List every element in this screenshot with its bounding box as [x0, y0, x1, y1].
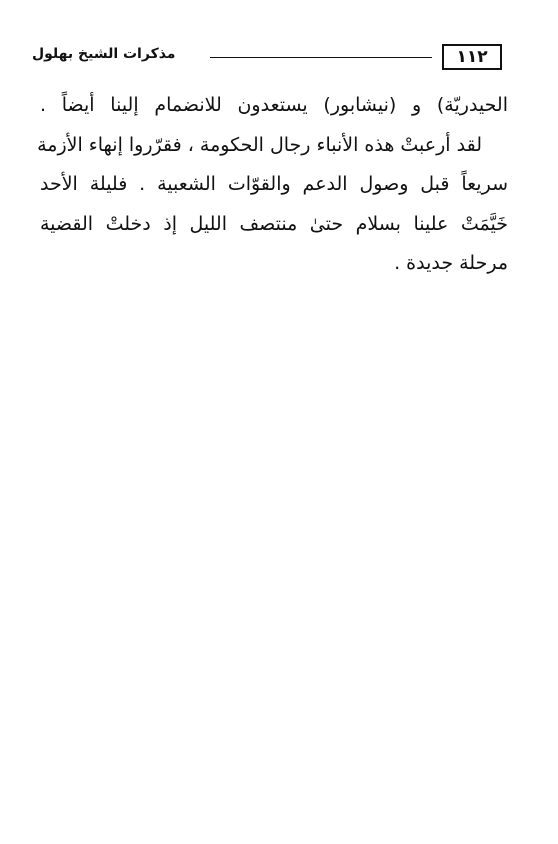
body-text — [37, 86, 508, 284]
text-line: خَيَّمَتْ علينا بسلام حتىٰ منتصف الليل إذ دخلتْ القضية — [40, 212, 508, 235]
header-divider — [210, 57, 432, 58]
text-line: مرحلة جديدة . — [394, 252, 508, 274]
page-number: ١١٢ — [442, 44, 502, 70]
text-line: الحيدريّة) و (نيشابور) يستعدون للانضمام إلينا أيضاً . — [40, 94, 508, 116]
book-title: مذكرات الشيخ بهلول — [32, 46, 176, 62]
text-line: سريعاً قبل وصول الدعم والقوّات الشعبية . فليلة الأحد — [40, 173, 508, 195]
text-line: لقد أرعبتْ هذه الأنباء رجال الحكومة ، فقرّروا إنهاء الأزمة — [37, 133, 482, 156]
page-header — [32, 44, 502, 74]
